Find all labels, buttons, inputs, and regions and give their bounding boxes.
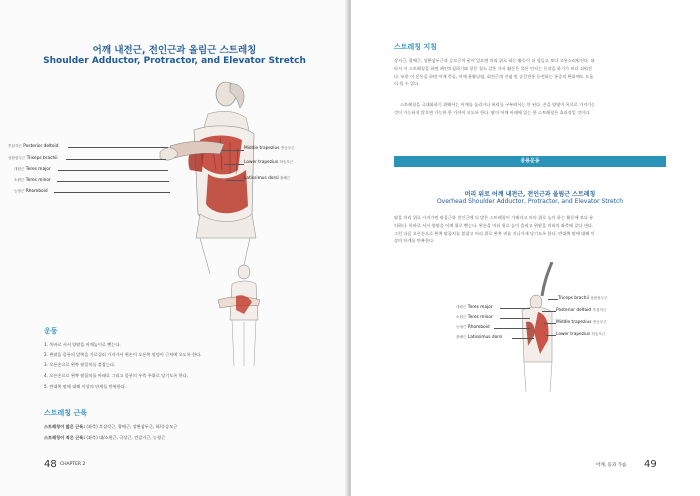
label-triceps-brachii: 상완삼두근 Triceps brachii [8, 156, 58, 161]
muscles-less-stretched: 스트레칭이 적은 근육: (좌측) 대/소원근, 극상근, 견갑거근, 능형근 [44, 435, 166, 440]
leader-line [68, 147, 168, 148]
leader-line [58, 170, 168, 171]
label-lower-trapezius: Lower trapezius 하승모근 [244, 160, 294, 165]
label-latissimus-dorsi: 광배근 Latissimus dorsi [456, 335, 503, 340]
label-posterior-deltoid: Posterior deltoid 후삼각근 [556, 308, 607, 313]
muscles-heading: 스트레칭 근육 [44, 409, 88, 417]
leader-line [224, 164, 244, 165]
leader-line [66, 159, 166, 160]
label-teres-minor: 소원근 Teres minor [14, 178, 51, 183]
label-teres-minor: 소원근 Teres minor [456, 315, 493, 320]
anatomy-illustration-small [214, 262, 274, 367]
anatomy-illustration-overhead [512, 262, 564, 392]
running-head-right: 어깨, 등과 가슴 [596, 463, 627, 468]
page-title-korean: 어깨 내전근, 전인근과 올림근 스트레칭 [92, 45, 257, 56]
anatomy-illustration-main [150, 74, 270, 274]
label-teres-major: 대원근 Teres major [14, 167, 51, 172]
label-lower-trapezius: Lower trapezius 하승모근 [556, 332, 606, 337]
leader-line [548, 299, 558, 300]
leader-line [226, 180, 244, 181]
label-rhomboid: 능형근 Rhomboid [14, 189, 48, 194]
variation-bar: 응용운동 [394, 156, 666, 167]
variation-paragraph: 팔을 머리 위로 가져가면 팔꿈근과 전인근에 더 많은 스트레칭이 가해지고 머리 위로 높이 하는 활동에 보다 유 익하다. 똑바로 서서 양팔을 어깨 위로 뻗는다. 왼손을 머리 위로 높이 올리고 왼팔을 머리의 좌측에 갖다 댄다. 그런 다음 오른손으로 왼쪽 팔꿈치를 붙잡고 머리 위로 왼쪽 귀를 지나가게 당기도록 한다. 반대쪽 팔에 대해 이 상의 단계를 반복한다. [394, 215, 595, 244]
step-item: 3. 오른손으로 왼쪽 팔꿈치를 붙잡는다. [44, 362, 116, 367]
label-teres-major: 대원근 Teres major [456, 305, 493, 310]
leader-line [512, 338, 534, 339]
leader-line [500, 318, 530, 319]
leader-line [57, 181, 169, 182]
muscles-most-stretched: 스트레칭이 많은 근육: (좌측) 후삼각근, 광배근, 상완삼두근, 하/중승모근 [44, 424, 178, 429]
leader-line [494, 328, 530, 329]
leader-line [542, 311, 556, 312]
left-page [0, 0, 349, 496]
step-item: 2. 왼팔을 몸통의 앞쪽을 가로질러 가져가서 왼손이 오른쪽 엉덩이 근처에 오도록 한다. [44, 352, 202, 357]
label-latissimus-dorsi: Latissimus dorsi 광배근 [244, 176, 291, 181]
step-item: 5. 반대쪽 팔에 대해 이상의 단계를 반복한다. [44, 384, 127, 389]
leader-line [54, 192, 170, 193]
variation-title-english: Overhead Shoulder Adductor, Protractor, and Elevator Stretch [436, 198, 624, 205]
label-triceps-brachii: Triceps brachii 상완삼두근 [558, 296, 608, 301]
label-middle-trapezius: Middle trapezius 중승모근 [556, 320, 607, 325]
page-number-left: 48 [44, 459, 57, 470]
tips-paragraph-2: 스트레칭을 극대화하기 위해서는 어깨를 돌리거나 허리를 구부려서는 안 된다. 손을 양옆이 옥으로 가져가는 것이 가능하지 않으면 가능한 한 가까이 오도록 한다. 팔이 어깨 아래에 있는 한 스트레칭은 효과적일 것이다. [394, 102, 596, 115]
leader-line [500, 308, 530, 309]
label-middle-trapezius: Middle trapezius 중승모근 [244, 146, 295, 151]
page-number-right: 49 [644, 459, 657, 470]
leader-line [222, 150, 244, 151]
tips-paragraph-1: 상지근, 광배근, 상완삼두근과 승모근이 굳어 있으면 머리 위로 하는 활동이 더 힘들고 보다 고통스러워진다. 따 라서 이 스트레칭을 하면 페인트칠하기와 창문 청소 같은 가사 활동은 물론 던지는 동작을 하기가 보다 쉬워진 다. 또한 이 운동을 하면 어깨 충돌, 어깨 윤활낭염, 회전근개 건염 및 승갈견통 등전하는 통증의 완화에도 도움 이 될 수 있다. [394, 58, 595, 87]
label-rhomboid: 능형근 Rhomboid [456, 325, 490, 330]
tips-heading: 스트레칭 지침 [394, 43, 438, 51]
label-posterior-deltoid: 후삼각근 Posterior deltoid [8, 144, 59, 149]
leader-line [544, 323, 556, 324]
page-title-english: Shoulder Adductor, Protractor, and Elevator Stretch [43, 56, 306, 66]
leader-line [546, 335, 556, 336]
step-item: 4. 오른손으로 왼쪽 팔꿈치를 아래로 그리고 몸통의 우측 주위로 당기도록 한다. [44, 373, 189, 378]
running-head-left: CHAPTER 2 [60, 462, 86, 467]
step-item: 1. 똑바로 서서 양팔을 어깨높이로 뻗는다. [44, 342, 121, 347]
exercise-heading: 운동 [44, 327, 58, 335]
variation-title-korean: 머리 위로 어깨 내전근, 전인근과 올림근 스트레칭 [464, 191, 596, 198]
